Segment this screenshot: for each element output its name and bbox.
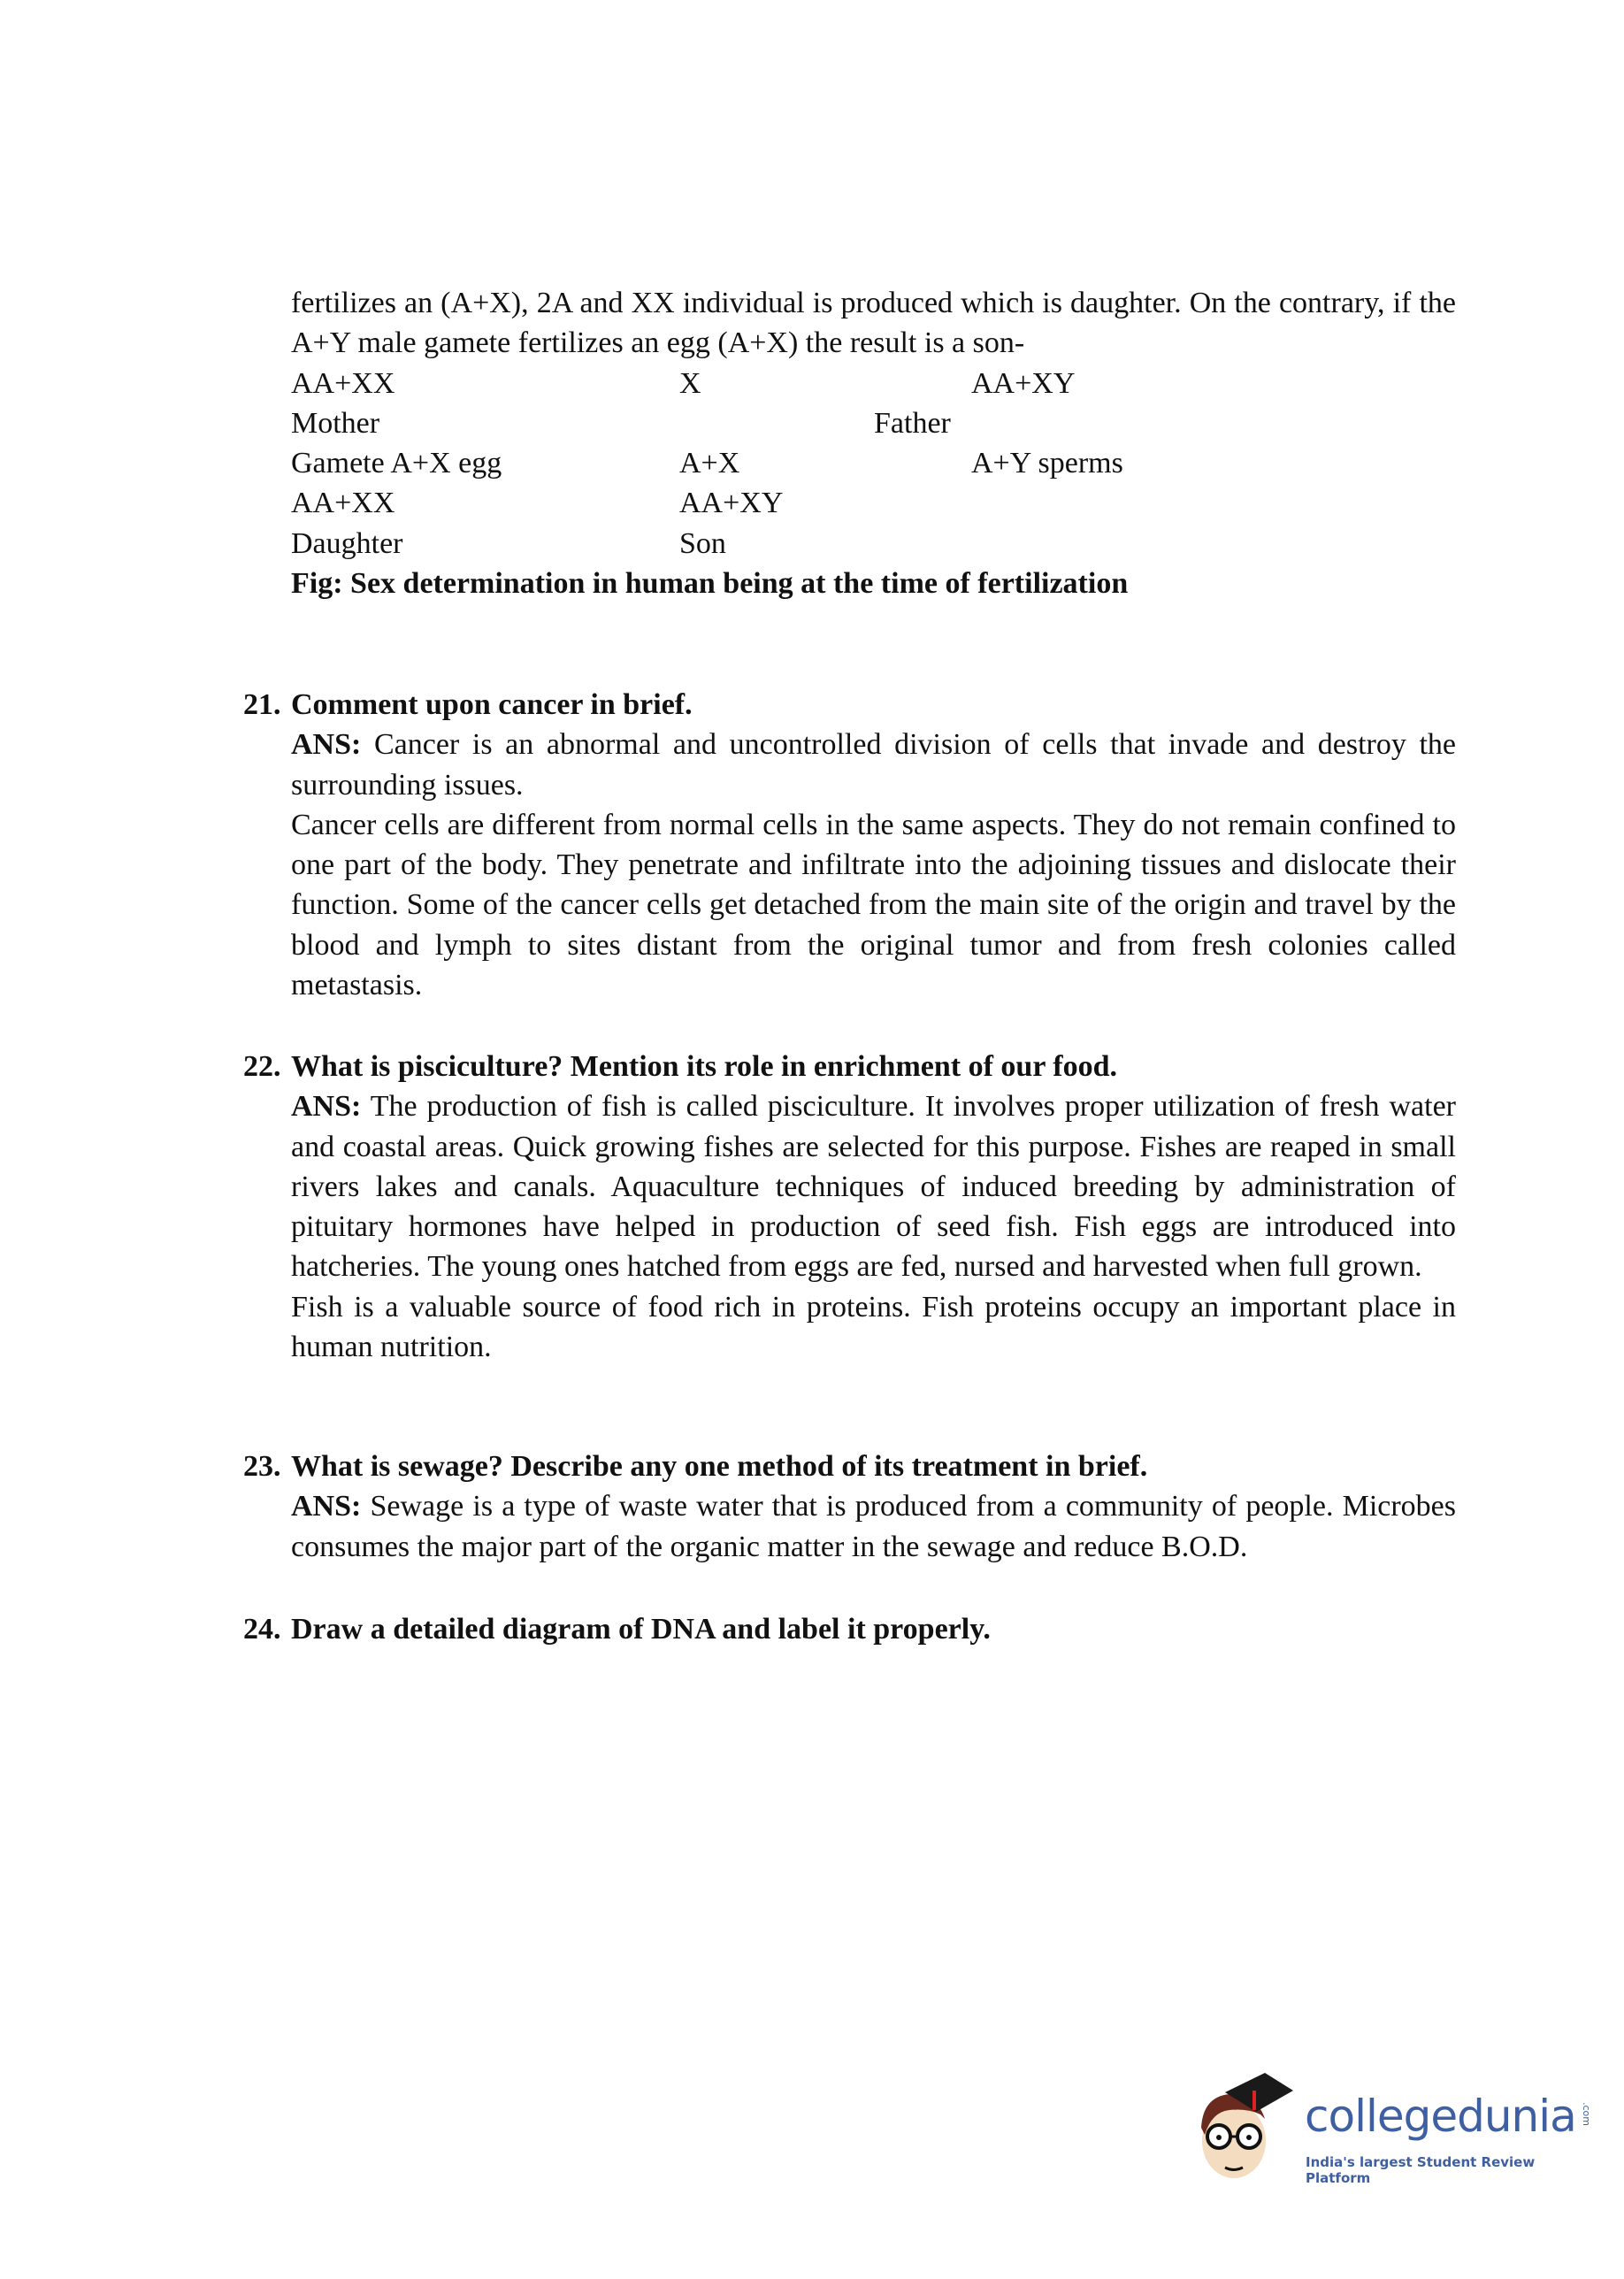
question-title: Comment upon cancer in brief.	[291, 688, 693, 721]
figure-row	[291, 443, 1456, 483]
intro-section	[291, 283, 1456, 603]
figure-cell: A+Y sperms	[971, 447, 1123, 480]
figure-cell: AA+XY	[679, 487, 784, 520]
figure-cell: AA+XY	[971, 366, 1076, 400]
question-22	[243, 1047, 1456, 1367]
figure-cell: Daughter	[291, 526, 403, 560]
answer-label: ANS:	[291, 728, 362, 762]
question-title: What is pisciculture? Mention its role in enrichment of our food.	[291, 1050, 1118, 1083]
figure-row	[291, 364, 1456, 403]
figure-caption: Fig: Sex determination in human being at the time of fertilization	[291, 567, 1129, 601]
answer-label: ANS:	[291, 1490, 362, 1523]
answer-text: The production of fish is called pisciculture. It involves proper utilization of fresh water and coastal areas. Quick growing fishes are selected for this purpose. Fishes are reaped in small rivers lakes and canals. Aquaculture techniques of induced breeding by administration of pituitary hormones have helped in production of seed fish. Fish eggs are introduced into hatcheries. The young ones hatched from eggs are fed, nursed and harvested when full grown.	[291, 1090, 1457, 1284]
answer-label: ANS:	[291, 1090, 362, 1124]
figure-row	[291, 483, 1456, 523]
question-number: 23.	[243, 1450, 281, 1483]
answer-text: Cancer cells are different from normal cells in the same aspects. They do not remain confined to one part of the body. They penetrate and infiltrate into the adjoining tissues and dislocate their function. Some of the cancer cells get detached from the main site of the origin and travel by the blood and lymph to sites distant from the original tumor and from fresh colonies called metastasis.	[291, 808, 1456, 1002]
question-title: Draw a detailed diagram of DNA and label it properly.	[291, 1613, 991, 1646]
figure-cell: Gamete A+X egg	[291, 447, 502, 480]
question-21	[243, 685, 1456, 1005]
logo-suffix: .com	[1581, 2102, 1592, 2126]
sex-determination-figure	[291, 364, 1456, 604]
question-number: 24.	[243, 1613, 281, 1646]
collegedunia-logo	[1203, 2075, 1592, 2198]
logo-tagline: India's largest Student Review Platform	[1306, 2154, 1536, 2186]
figure-cell: Son	[679, 526, 726, 560]
figure-cell: Father	[874, 406, 951, 440]
figure-cell: AA+XX	[291, 366, 395, 400]
student-mascot-icon	[1194, 2066, 1300, 2190]
figure-cell: X	[679, 366, 701, 400]
answer-text: Cancer is an abnormal and uncontrolled division of cells that invade and destroy the surrounding issues.	[291, 728, 1456, 802]
figure-row	[291, 524, 1456, 564]
question-23	[243, 1446, 1456, 1567]
answer-text: Fish is a valuable source of food rich in proteins. Fish proteins occupy an important place in human nutrition.	[291, 1290, 1456, 1364]
figure-cell: A+X	[679, 447, 740, 480]
intro-text: fertilizes an (A+X), 2A and XX individual is produced which is daughter. On the contrary, if the A+Y male gamete fertilizes an egg (A+X) the result is a son-	[291, 287, 1456, 360]
logo-name: collegedunia	[1305, 2091, 1576, 2142]
figure-row	[291, 403, 1456, 443]
question-title: What is sewage? Describe any one method of its treatment in brief.	[291, 1450, 1148, 1483]
answer-text: Sewage is a type of waste water that is produced from a community of people. Microbes consumes the major part of the organic matter in the sewage and reduce B.O.D.	[291, 1490, 1457, 1563]
question-number: 21.	[243, 688, 281, 721]
question-number: 22.	[243, 1050, 281, 1083]
question-24	[243, 1609, 1456, 1649]
figure-cell: AA+XX	[291, 487, 395, 520]
figure-cell: Mother	[291, 406, 380, 440]
